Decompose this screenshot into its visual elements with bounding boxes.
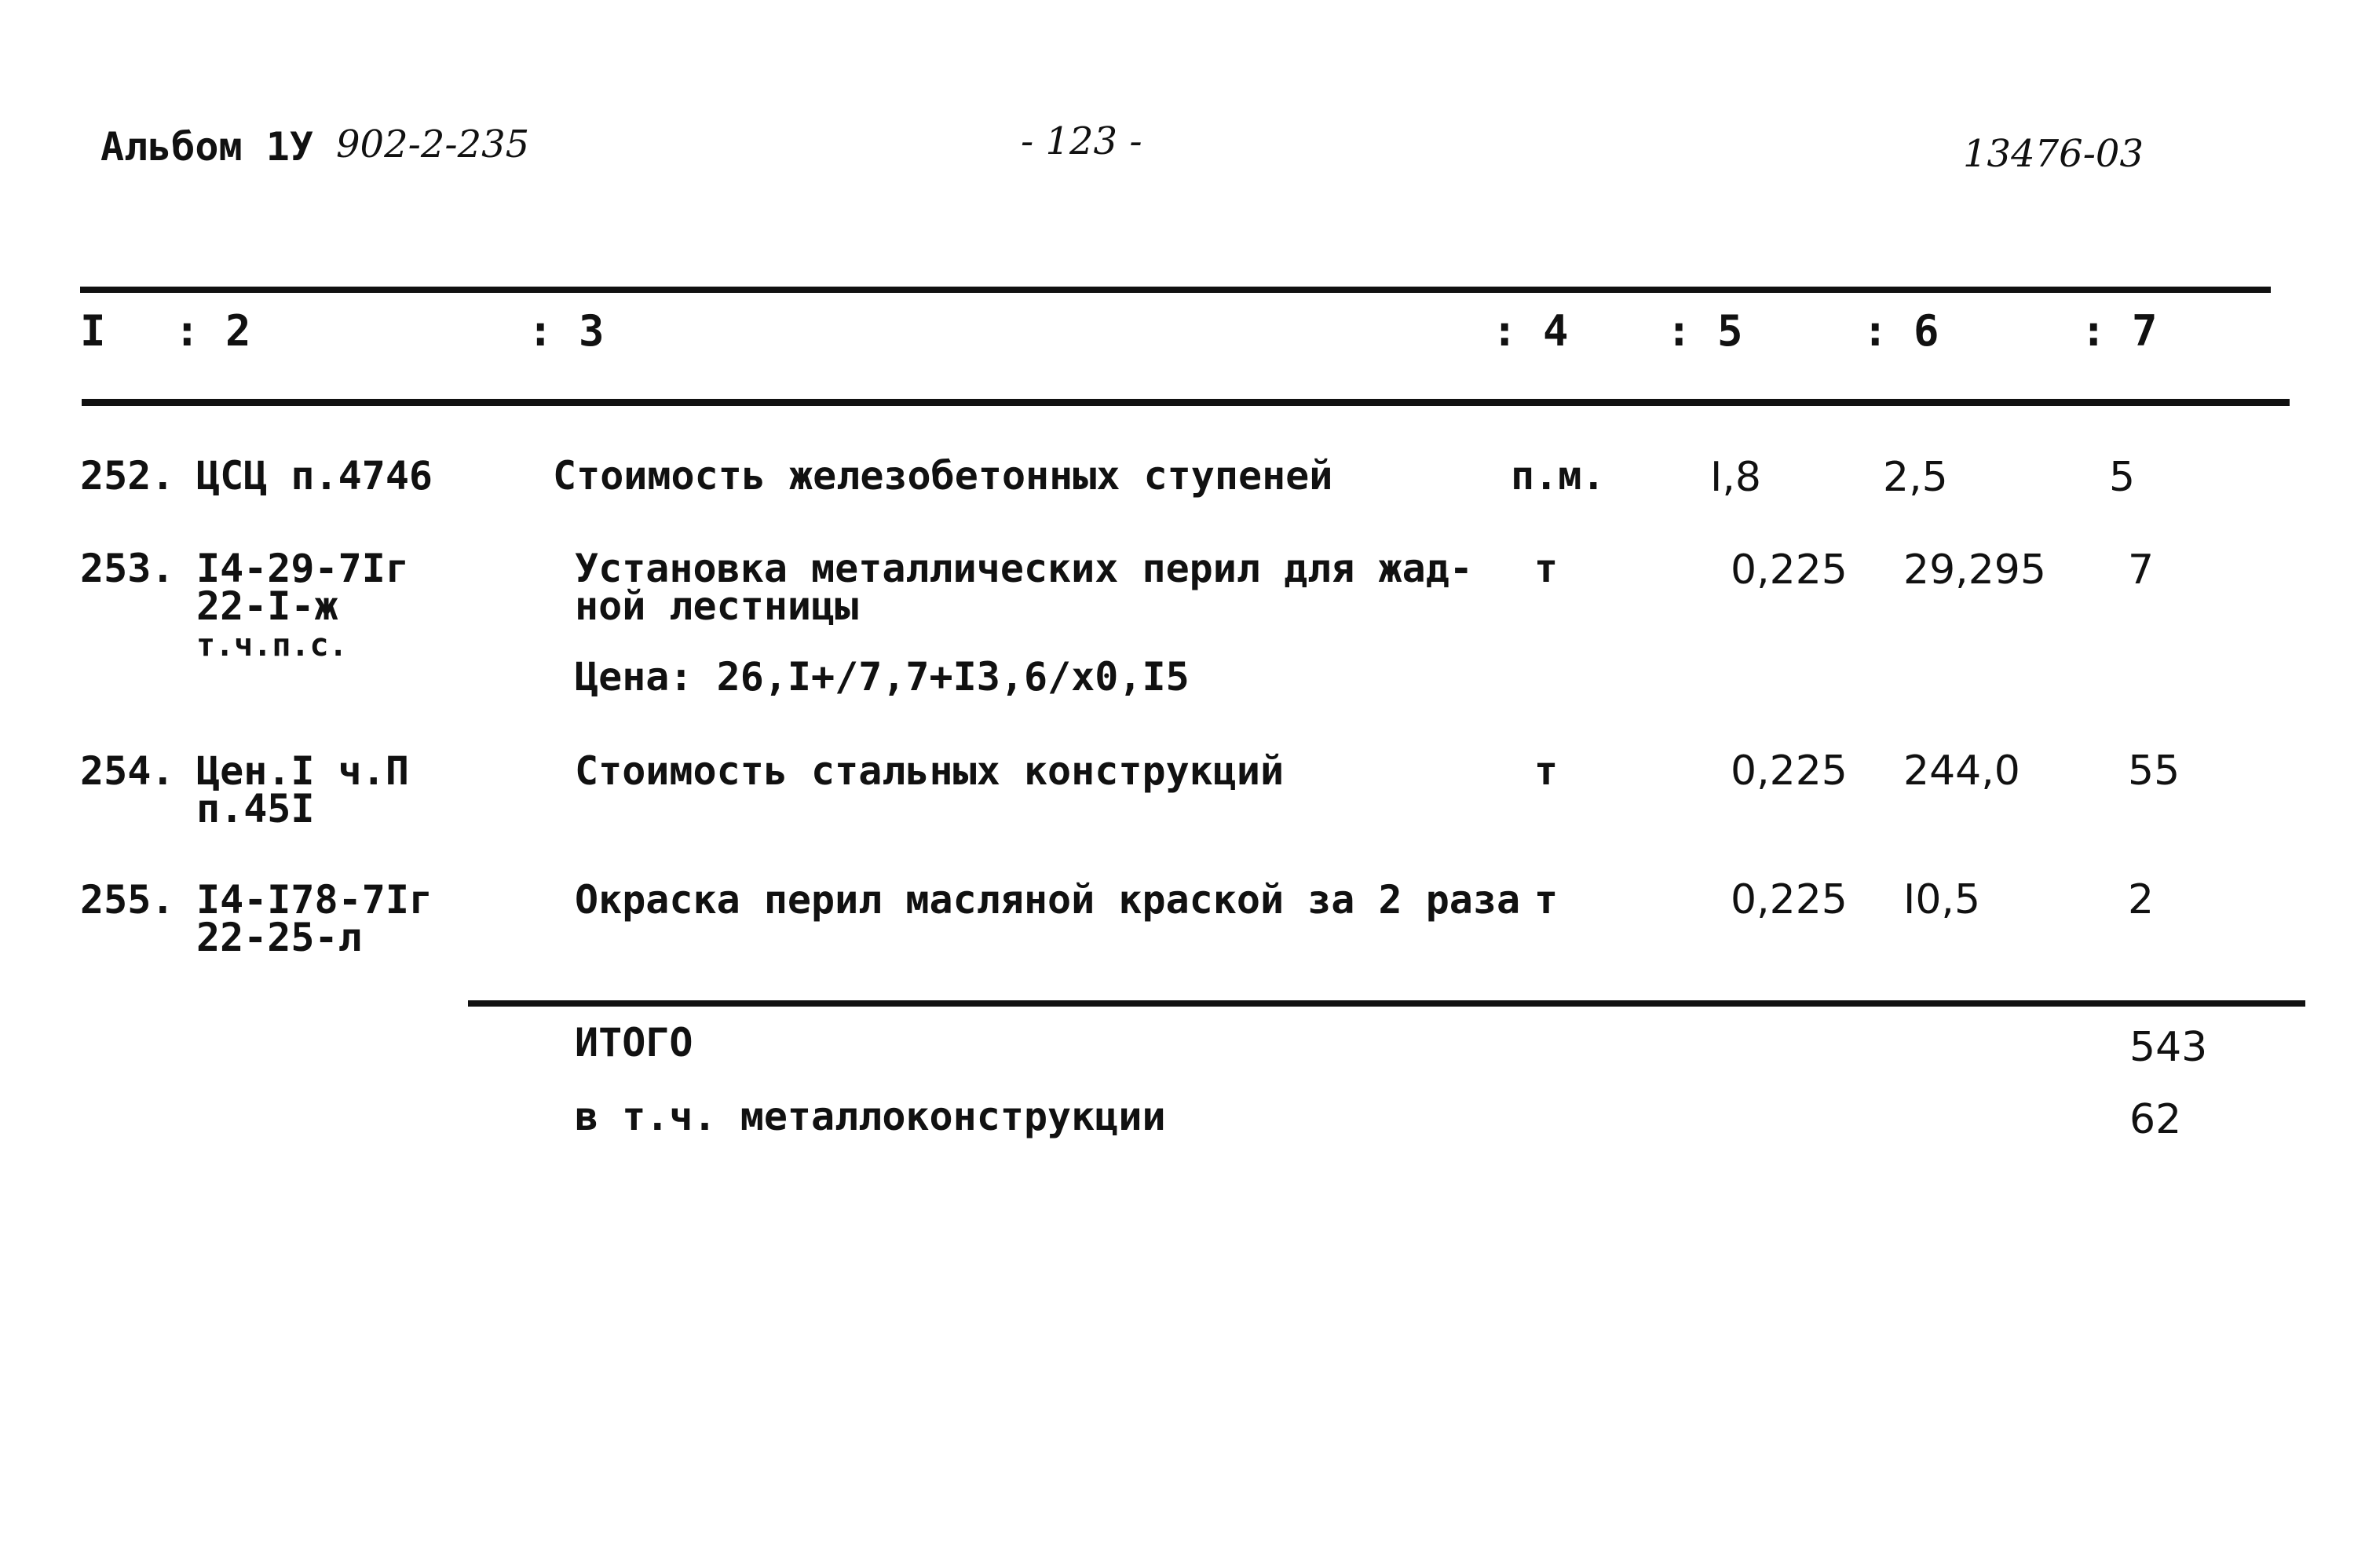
row-code: 22-25-л [196,915,362,960]
row-number: 253. [80,546,175,591]
row-code: п.45I [196,786,315,832]
row-code: Цен.I ч.П [196,748,409,794]
row-unit: т [1534,546,1559,591]
document-code: 13476-03 [1963,132,2144,176]
row-unit-price: 2,5 [1883,454,1948,501]
row-unit-price: I0,5 [1903,876,1981,923]
row-code: 22-I-ж [196,583,338,629]
row-unit-price: 244,0 [1903,747,2020,795]
column-number-5: : 5 [1666,306,1743,356]
album-code: 902-2-235 [336,122,530,166]
column-number-3: : 3 [528,306,605,356]
row-unit: п.м. [1511,453,1606,499]
row-total: 7 [2128,546,2155,594]
column-number-7: : 7 [2081,306,2158,356]
row-quantity: I,8 [1710,454,1761,501]
metal-structures-value: 62 [2129,1096,2182,1143]
row-total: 2 [2128,876,2155,923]
table-header-rule [82,399,2290,406]
column-number-1: I [80,306,106,356]
row-unit: т [1534,748,1559,794]
row-description: ной лестницы [575,583,859,629]
row-total: 55 [2128,747,2180,795]
row-number: 255. [80,877,175,923]
row-unit: т [1534,877,1559,923]
row-quantity: 0,225 [1731,747,1848,795]
row-code: т.ч.п.с. [196,627,348,663]
column-number-2: : 2 [174,306,251,356]
row-description: Стоимость стальных конструкций [575,748,1285,794]
totals-rule [468,1000,2305,1007]
total-value: 543 [2129,1024,2208,1071]
row-code: I4-I78-7Iг [196,877,433,923]
row-number: 254. [80,748,175,794]
row-total: 5 [2109,454,2136,501]
row-number: 252. [80,453,175,499]
row-description: Стоимость железобетонных ступеней [553,453,1333,499]
table-top-rule [80,287,2271,293]
total-label: ИТОГО [575,1020,693,1065]
row-quantity: 0,225 [1731,546,1848,594]
album-label: Альбом 1У [101,124,313,170]
column-number-6: : 6 [1862,306,1939,356]
row-price-note: Цена: 26,I+/7,7+I3,6/х0,I5 [575,654,1190,700]
page-number: - 123 - [1021,119,1142,163]
column-number-4: : 4 [1492,306,1569,356]
row-description: Установка металлических перил для жад- [575,546,1473,591]
metal-structures-label: в т.ч. металлоконструкции [575,1094,1166,1139]
row-description: Окраска перил масляной краской за 2 раза [575,877,1521,923]
row-code: ЦСЦ п.4746 [196,453,433,499]
row-code: I4-29-7Iг [196,546,409,591]
row-quantity: 0,225 [1731,876,1848,923]
row-unit-price: 29,295 [1903,546,2046,594]
